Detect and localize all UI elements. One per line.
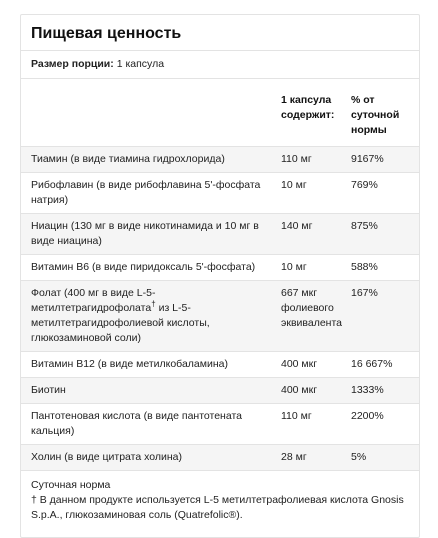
nutrient-name: Ниацин (130 мг в виде никотинамида и 10 мг в виде ниацина) (31, 220, 259, 247)
nutrient-daily-value: 16 667% (351, 358, 393, 370)
header-daily-value: % от суточной нормы (351, 94, 400, 136)
table-row (21, 255, 419, 281)
table-row (21, 173, 419, 214)
nutrient-name-cont: из L-5-метилтетрагидрофолиевой кислоты, глюкозаминовой соли) (31, 302, 210, 344)
table-row (21, 445, 419, 471)
dagger-mark: † (151, 299, 156, 309)
nutrient-daily-value: 167% (351, 287, 378, 299)
nutrient-amount: 400 мкг (281, 384, 318, 396)
table-row (21, 214, 419, 255)
nutrient-amount: 110 мг (281, 410, 312, 422)
nutrient-daily-value: 1333% (351, 384, 384, 396)
nutrient-amount: 10 мг (281, 179, 307, 191)
nutrient-name: Холин (в виде цитрата холина) (31, 451, 182, 463)
nutrient-name: Витамин В12 (в виде метилкобаламина) (31, 358, 228, 370)
nutrient-daily-value: 9167% (351, 153, 384, 165)
table-row (21, 352, 419, 378)
nutrient-amount: 110 мг (281, 153, 312, 165)
nutrient-name: Пантотеновая кислота (в виде пантотената кальция) (31, 410, 242, 437)
nutrient-amount: 400 мкг (281, 358, 318, 370)
table-row (21, 404, 419, 445)
nutrient-daily-value: 875% (351, 220, 378, 232)
panel-title: Пищевая ценность (21, 15, 419, 51)
nutrient-name: Тиамин (в виде тиамина гидрохлорида) (31, 153, 225, 165)
nutrient-name: Биотин (31, 384, 66, 396)
table-header (21, 79, 419, 147)
nutrient-name: Витамин В6 (в виде пиридоксаль 5'-фосфата) (31, 261, 256, 273)
footnotes (21, 471, 419, 537)
footnote-dagger: † В данном продукте используется L-5 метилтетрафолиевая кислота Gnosis S.p.A., глюкозаминовая соль (Quatrefolic®). (31, 494, 404, 521)
nutrient-name: Рибофлавин (в виде рибофлавина 5'-фосфата натрия) (31, 179, 261, 206)
nutrition-facts-panel (20, 14, 420, 538)
footnote-daily-value: Суточная норма (31, 479, 111, 491)
nutrient-name-part: Фолат (400 мг в виде L-5-метилтетрагидрофолата (31, 287, 156, 314)
table-row (21, 378, 419, 404)
table-row (21, 281, 419, 352)
header-name-col (21, 79, 281, 146)
serving-size-value: 1 капсула (116, 58, 165, 70)
nutrient-daily-value: 769% (351, 179, 378, 191)
serving-size-label: Размер порции: (31, 58, 114, 70)
nutrient-amount: 140 мг (281, 220, 313, 232)
nutrient-daily-value: 5% (351, 451, 367, 463)
serving-size (21, 51, 419, 79)
nutrient-daily-value: 2200% (351, 410, 384, 422)
table-row (21, 147, 419, 173)
nutrient-daily-value: 588% (351, 261, 378, 273)
nutrient-name (21, 281, 281, 351)
nutrient-amount: 667 мкг фолиевого эквивалента (281, 287, 342, 329)
nutrient-amount: 28 мг (281, 451, 307, 463)
header-amount: 1 капсула содержит: (281, 94, 335, 121)
nutrient-amount: 10 мг (281, 261, 307, 273)
